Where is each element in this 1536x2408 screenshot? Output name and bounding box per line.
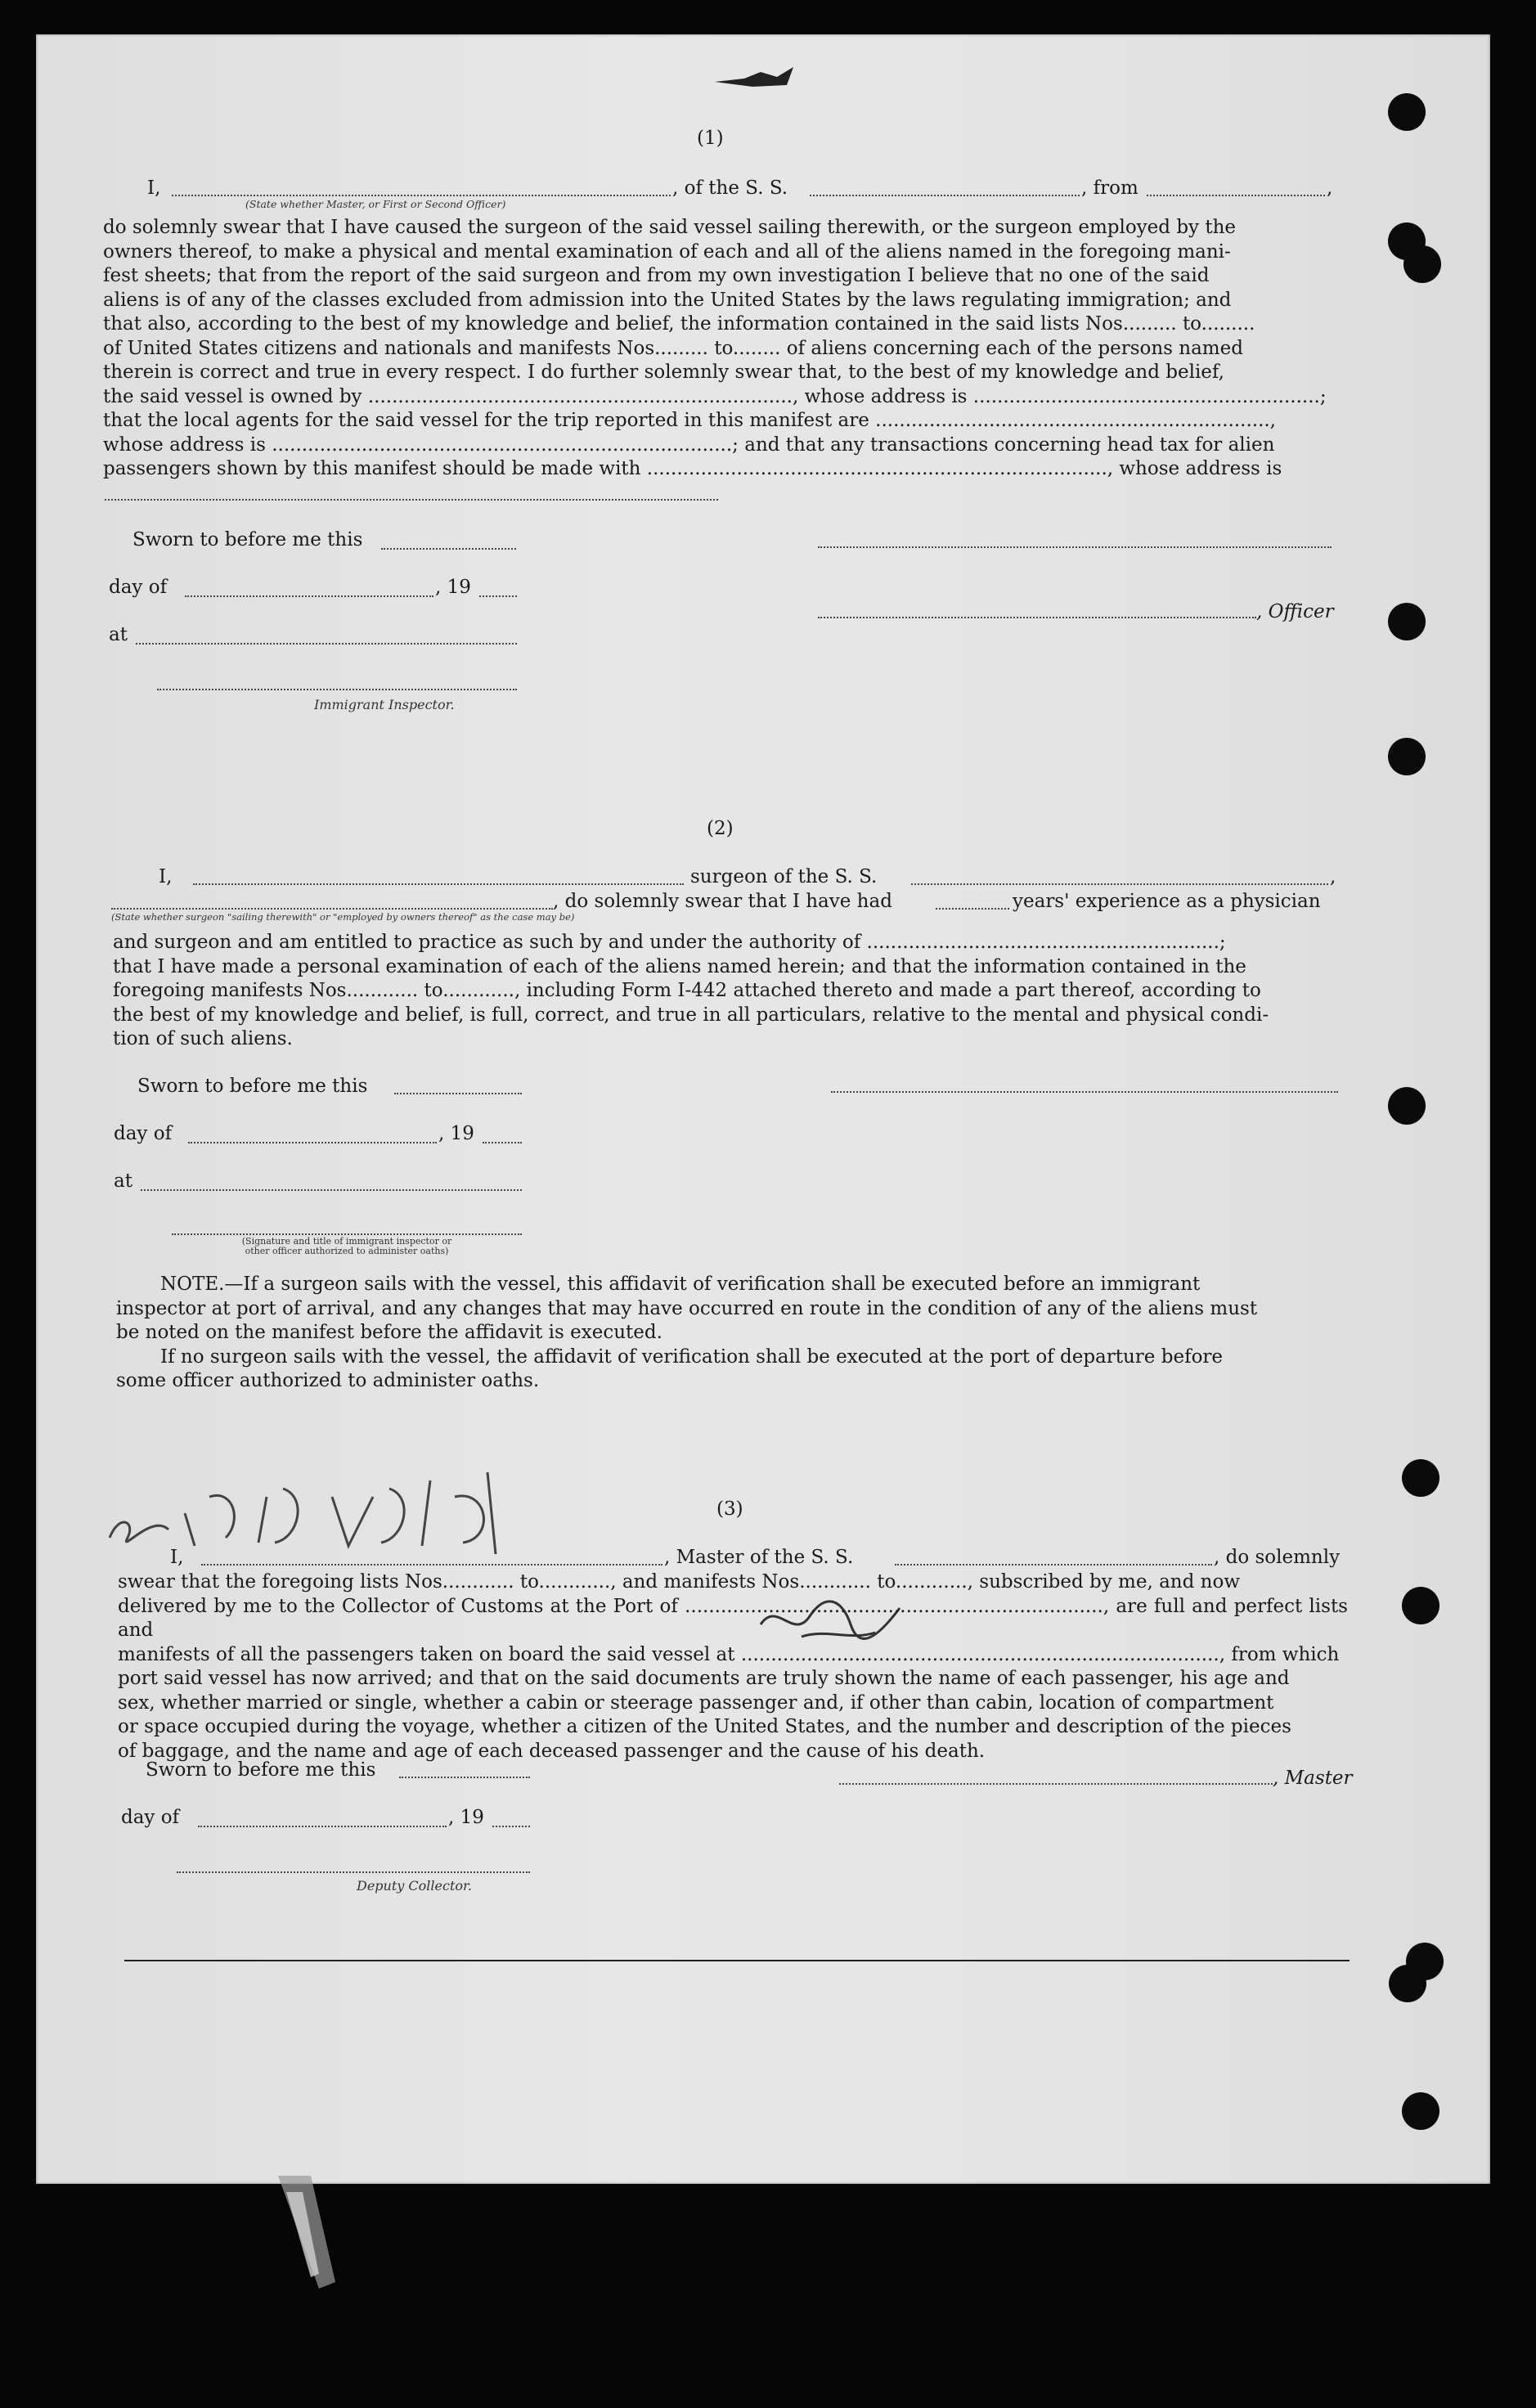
sec3-master-sig-field[interactable] [839, 1783, 1273, 1785]
sec2-sig-note-line: (Signature and title of immigrant inspector or [241, 1236, 452, 1247]
sec1-line: aliens is of any of the classes excluded from admission into the United States by the laws regulating immigration; and [103, 289, 1232, 311]
punch-hole [1388, 603, 1426, 640]
scan-mark-icon [712, 57, 802, 90]
sec2-dayof-label: day of [114, 1123, 173, 1144]
sec3-year-field[interactable] [492, 1826, 530, 1827]
scan-artifact-icon [262, 2176, 360, 2290]
sec2-signature-field[interactable] [831, 1091, 1338, 1093]
sec2-type-note: (State whether surgeon "sailing therewith" or "employed by owners thereof" as the case may be) [111, 911, 575, 923]
sec2-line: that I have made a personal examination of each of the aliens named herein; and that the information contained in the [113, 955, 1246, 977]
sec3-sworn-label: Sworn to before me this [146, 1759, 376, 1781]
sec1-at-field[interactable] [136, 643, 517, 645]
sec1-officer-label: , Officer [1256, 601, 1334, 622]
sec2-type-field[interactable] [111, 908, 553, 910]
sec2-i-label: I, [159, 866, 173, 887]
sec1-comma: , [1327, 177, 1333, 199]
sec1-from-field[interactable] [1147, 195, 1325, 196]
sec1-officer-sig-field[interactable] [818, 617, 1256, 618]
note-line: be noted on the manifest before the affidavit is executed. [116, 1322, 662, 1343]
sec3-line: or space occupied during the voyage, whether a citizen of the United States, and the number and description of the pieces [118, 1716, 1291, 1737]
sec1-year-label: , 19 [435, 577, 471, 598]
handwritten-annotation-icon [103, 1464, 528, 1562]
sec2-year-label: , 19 [438, 1123, 474, 1144]
sec3-sworn-field[interactable] [399, 1777, 530, 1778]
sec2-body [113, 931, 1341, 1052]
sec2-line: and surgeon and am entitled to practice as such by and under the authority of ...........................................................; [113, 932, 1226, 953]
sec1-ss-label: , of the S. S. [672, 177, 788, 199]
sec1-address-field[interactable] [105, 499, 718, 501]
note-line: If no surgeon sails with the vessel, the affidavit of verification shall be executed at the port of departure before [160, 1346, 1224, 1368]
sec2-swear-label: , do solemnly swear that I have had [553, 891, 892, 912]
sec1-signature-field[interactable] [818, 546, 1332, 548]
sec2-line: the best of my knowledge and belief, is full, correct, and true in all particulars, relative to the mental and physical condi- [113, 1004, 1269, 1026]
sec2-note-para [116, 1273, 1345, 1394]
sec3-year-label: , 19 [448, 1807, 484, 1828]
sec2-years-field[interactable] [936, 908, 1009, 910]
sec1-line: the said vessel is owned by ......................................................................., whose address is ..........................................................; [103, 385, 1327, 407]
sec2-at-field[interactable] [141, 1189, 522, 1191]
sec1-line: fest sheets; that from the report of the said surgeon and from my own investigation I believe that no one of the said [103, 265, 1210, 286]
sec1-year-field[interactable] [479, 595, 517, 597]
sec1-vessel-field[interactable] [810, 195, 1080, 196]
sec3-deputy-field[interactable] [177, 1871, 530, 1873]
sec2-sworn-label: Sworn to before me this [137, 1076, 368, 1097]
bottom-rule [124, 1960, 1350, 1961]
sec1-inspector-label: Immigrant Inspector. [314, 697, 455, 712]
sec2-line: tion of such aliens. [113, 1028, 293, 1049]
sec3-line: delivered by me to the Collector of Customs at the Port of ......................................................................, are full and perfect lists and [118, 1595, 1348, 1641]
sec3-master-name-field[interactable] [201, 1564, 662, 1566]
sec1-role-note: (State whether Master, or First or Second Officer) [245, 198, 506, 210]
sec2-sworn-field[interactable] [394, 1093, 522, 1094]
sec2-at-label: at [114, 1170, 132, 1192]
sec1-line: therein is correct and true in every respect. I do further solemnly swear that, to the best of my knowledge and belief, [103, 362, 1224, 383]
sec3-vessel-field[interactable] [895, 1564, 1212, 1566]
sec3-line: of baggage, and the name and age of each deceased passenger and the cause of his death. [118, 1740, 986, 1762]
punch-hole [1404, 245, 1441, 283]
sec1-at-label: at [109, 624, 128, 645]
punch-hole [1402, 2092, 1439, 2130]
section-1-number: (1) [697, 128, 724, 149]
sec1-line: that the local agents for the said vessel for the trip reported in this manifest are .................................................................., [103, 410, 1276, 431]
sec1-line: that also, according to the best of my knowledge and belief, the information contained in the said lists Nos......... to......... [103, 313, 1255, 335]
sec2-surgeon-label: surgeon of the S. S. [690, 866, 878, 887]
sec3-master-sig-label: , Master [1273, 1768, 1353, 1789]
sec2-year-field[interactable] [483, 1142, 522, 1143]
sec1-sworn-label: Sworn to before me this [132, 529, 363, 550]
sec2-officer-field[interactable] [172, 1233, 522, 1235]
sec3-master-label: , Master of the S. S. [664, 1547, 854, 1568]
sec2-sig-note-line: other officer authorized to administer oaths) [245, 1246, 449, 1256]
sec1-officer-field[interactable] [172, 195, 671, 196]
sec3-solemnly-label: , do solemnly [1214, 1547, 1341, 1568]
punch-hole [1388, 738, 1426, 775]
punch-hole [1402, 1459, 1439, 1497]
sec1-line: whose address is .............................................................................; and that any transactions concerning head tax for alien [103, 434, 1275, 456]
sec3-i-label: I, [170, 1547, 184, 1568]
section-2-number: (2) [707, 818, 734, 839]
sec1-dayof-label: day of [109, 577, 168, 598]
note-line: NOTE.—If a surgeon sails with the vessel, this affidavit of verification shall be executed before an immigrant [160, 1274, 1201, 1295]
sec2-vessel-field[interactable] [911, 883, 1328, 885]
note-line: some officer authorized to administer oaths. [116, 1370, 540, 1391]
sec1-line: passengers shown by this manifest should be made with ............................................................................., whose address is [103, 458, 1282, 479]
sec3-line: port said vessel has now arrived; and that on the said documents are truly shown the name of each passenger, his age and [118, 1668, 1290, 1689]
sec2-name-field[interactable] [193, 883, 684, 885]
sec2-physician-label: years' experience as a physician [1013, 891, 1321, 912]
punch-hole [1389, 1965, 1426, 2002]
sec3-deputy-label: Deputy Collector. [357, 1878, 472, 1894]
sec3-body [118, 1570, 1348, 1763]
sec3-line: sex, whether married or single, whether a cabin or steerage passenger and, if other than cabin, location of compartment [118, 1691, 1274, 1714]
punch-hole [1388, 1087, 1426, 1125]
sec1-i-label: I, [147, 177, 161, 199]
sec3-day-field[interactable] [198, 1826, 447, 1827]
sec2-sig-note [172, 1237, 522, 1256]
sec3-line: swear that the foregoing lists Nos............ to............, and manifests Nos............ to............, subscribed by me, and now [118, 1571, 1241, 1593]
sec1-body [103, 216, 1334, 482]
sec1-day-field[interactable] [185, 595, 433, 597]
section-3-number: (3) [716, 1498, 743, 1520]
punch-hole [1388, 93, 1426, 131]
punch-hole [1402, 1587, 1439, 1624]
sec3-line: manifests of all the passengers taken on board the said vessel at ................................................................................, from which [118, 1643, 1340, 1665]
note-line: inspector at port of arrival, and any changes that may have occurred en route in the condition of any of the aliens must [116, 1297, 1258, 1319]
sec1-sworn-field[interactable] [381, 548, 516, 550]
sec2-line: foregoing manifests Nos............ to............, including Form I-442 attached thereto and made a part thereof, according to [113, 980, 1261, 1001]
sec2-day-field[interactable] [188, 1142, 437, 1143]
sec1-line: do solemnly swear that I have caused the surgeon of the said vessel sailing therewith, or the surgeon employed by the [103, 217, 1237, 238]
sec3-dayof-label: day of [121, 1807, 180, 1828]
sec1-line: of United States citizens and nationals and manifests Nos......... to........ of aliens concerning each of the persons named [103, 337, 1243, 359]
sec2-comma: , [1330, 866, 1336, 887]
sec1-from-label: , from [1081, 177, 1139, 199]
sec1-inspector-field[interactable] [157, 689, 517, 690]
sec1-line: owners thereof, to make a physical and mental examination of each and all of the aliens named in the foregoing mani- [103, 240, 1231, 263]
